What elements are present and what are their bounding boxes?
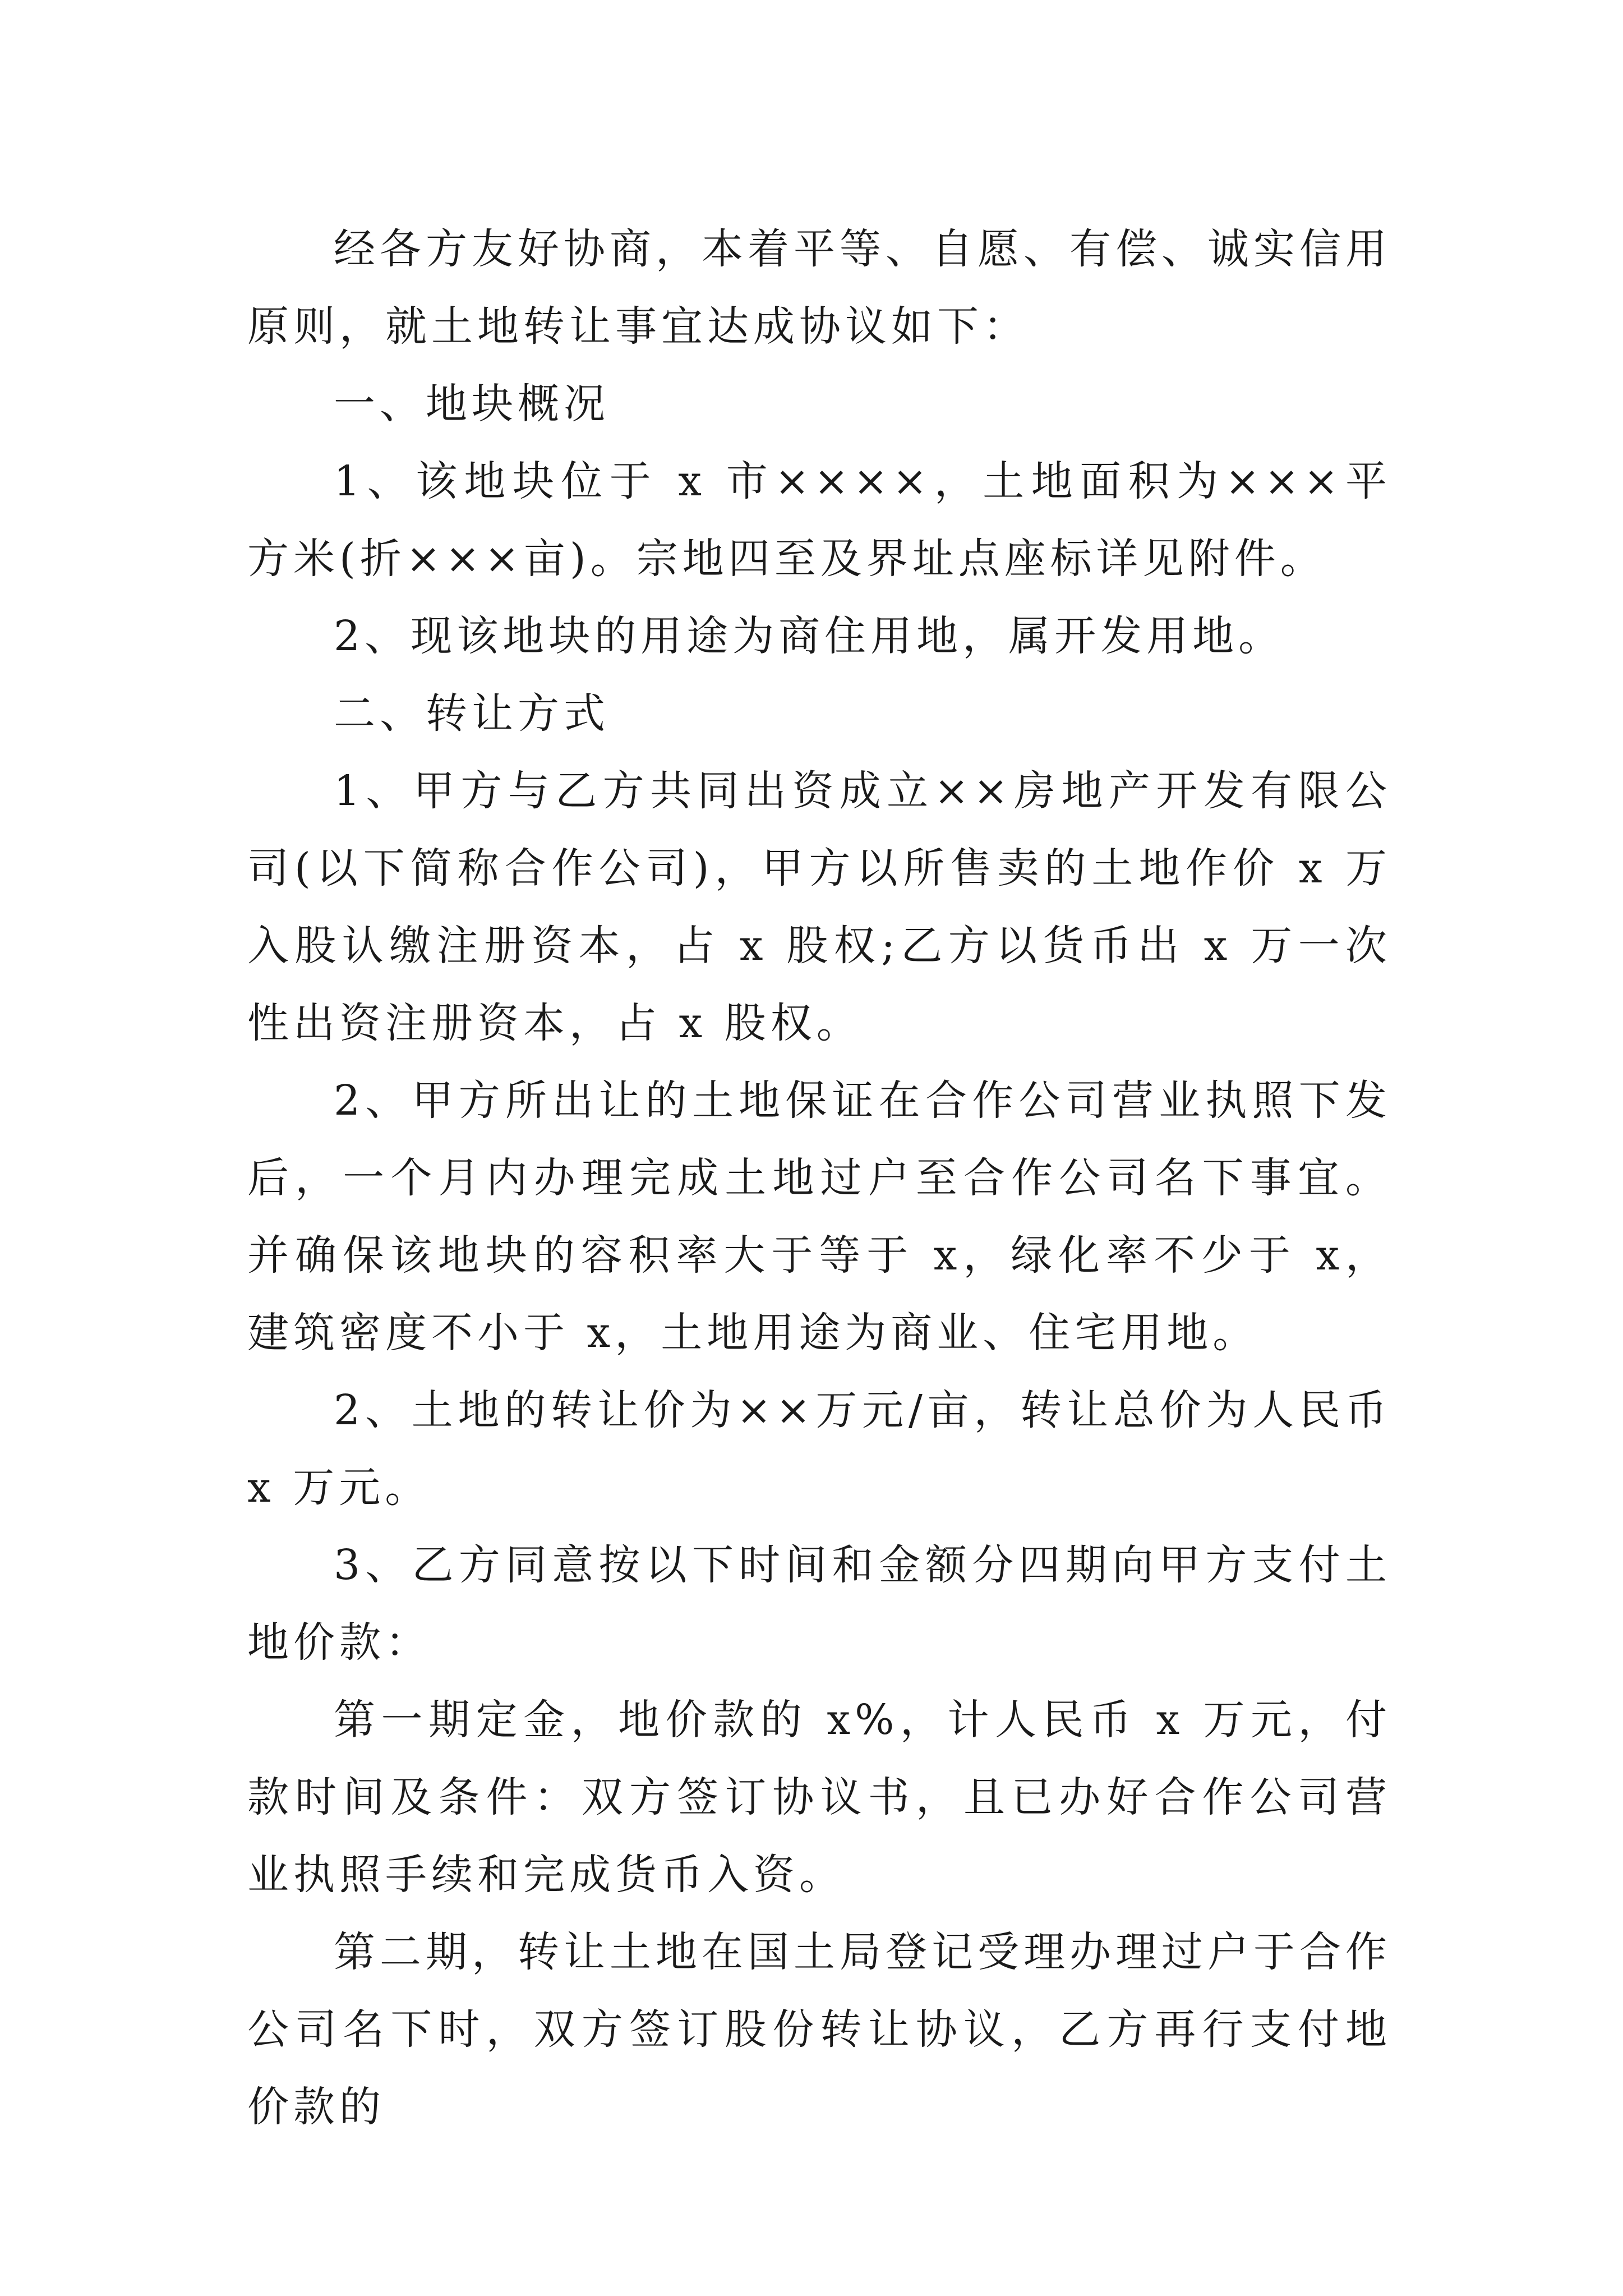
paragraph-plot-location: 1、该地块位于 x 市××××，土地面积为×××平方米(折×××亩)。宗地四至及界址点座标详见附件。: [247, 457, 1391, 583]
paragraph-plot-usage: 2、现该地块的用途为商住用地，属开发用地。: [334, 612, 1285, 660]
section-heading-transfer-method: 二、转让方式: [334, 689, 610, 738]
paragraph-payment-schedule: 3、乙方同意按以下时间和金额分四期向甲方支付土地价款：: [247, 1541, 1391, 1667]
paragraph-transfer-price: 2、土地的转让价为××万元/亩，转让总价为人民币 x 万元。: [247, 1386, 1391, 1512]
paragraph-land-guarantee: 2、甲方所出让的土地保证在合作公司营业执照下发后，一个月内办理完成土地过户至合作公司名下事宜。并确保该地块的容积率大于等于 x，绿化率不少于 x，建筑密度不小于 x，土地用途为商业、住宅用地。: [247, 1076, 1391, 1357]
paragraph-payment-phase-1: 第一期定金，地价款的 x%，计人民币 x 万元，付款时间及条件：双方签订协议书，且已办好合作公司营业执照手续和完成货币入资。: [247, 1696, 1391, 1899]
paragraph-joint-company: 1、甲方与乙方共同出资成立××房地产开发有限公司(以下简称合作公司)，甲方以所售卖的土地作价 x 万入股认缴注册资本，占 x 股权;乙方以货币出 x 万一次性出资注册资本，占 x 股权。: [247, 767, 1391, 1047]
paragraph-intro: 经各方友好协商，本着平等、自愿、有偿、诚实信用原则，就土地转让事宜达成协议如下：: [247, 225, 1391, 351]
paragraph-payment-phase-2: 第二期，转让土地在国土局登记受理办理过户于合作公司名下时，双方签订股份转让协议，乙方再行支付地价款的: [247, 1928, 1391, 2131]
section-heading-plot-overview: 一、地块概况: [334, 380, 610, 428]
document-body: [247, 210, 1391, 2146]
